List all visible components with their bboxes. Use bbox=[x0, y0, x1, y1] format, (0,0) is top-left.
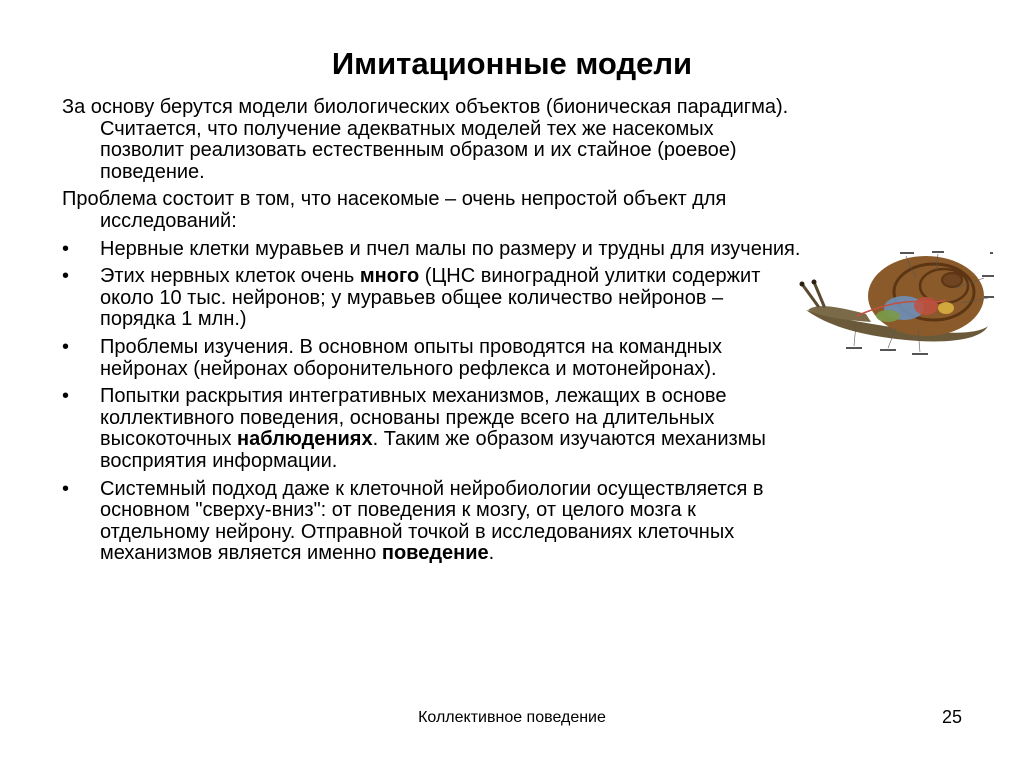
bullet-text bbox=[100, 265, 760, 330]
bullet-item-top-down bbox=[62, 479, 802, 565]
bullet-text-emphasis: наблюдениях bbox=[237, 428, 373, 451]
bullet-marker: • bbox=[62, 385, 70, 408]
bullet-text bbox=[100, 478, 763, 565]
snail-eye bbox=[812, 280, 817, 285]
slide-body bbox=[62, 97, 802, 571]
bullet-marker: • bbox=[62, 477, 70, 500]
problem-paragraph: Проблема состоит в том, что насекомые – очень непростой объект для исследований: bbox=[62, 188, 727, 232]
slide-footer: Коллективное поведение bbox=[418, 709, 606, 726]
bullet-text-part: Этих нервных клеток очень bbox=[100, 265, 360, 288]
bullet-text-emphasis: поведение bbox=[381, 542, 489, 565]
slide-title: Имитационные модели bbox=[331, 46, 693, 81]
snail-eye bbox=[800, 282, 805, 287]
bullet-text: Проблемы изучения. В основном опыты проводятся на командных нейронах (нейронах оборонительного рефлекса и мотонейронах). bbox=[100, 335, 722, 380]
bullet-text-part: Попытки раскрытия интегративных механизмов, лежащих в основе коллективного поведения, основаны прежде всего на длительных высокоточных bbox=[100, 385, 727, 451]
bullet-marker: • bbox=[62, 237, 70, 260]
bullet-text-part: . Таким же образом изучаются механизмы восприятия информации. bbox=[100, 428, 766, 472]
bullet-text-part: Системный подход даже к клеточной нейробиологии осуществляется в основном "сверху-вниз": от поведения к мозгу, от целого мозга к отдельному нейрону. Отправной точкой в исследованиях клеточных механизмов является именно bbox=[100, 477, 764, 565]
bullet-text-emphasis: много bbox=[359, 265, 420, 288]
intro-paragraph: За основу берутся модели биологических объектов (бионическая парадигма). Считается, что получение адекватных моделей тех же насекомых позволит реализовать естественным образом и их стайное (роевое) поведение. bbox=[62, 96, 789, 183]
bullet-text-part: . bbox=[488, 542, 495, 565]
bullet-text: Нервные клетки муравьев и пчел малы по размеру и трудны для изучения. bbox=[100, 237, 801, 260]
snail-organ bbox=[938, 302, 954, 314]
snail-organ bbox=[876, 310, 900, 322]
page-number: 25 bbox=[941, 707, 962, 727]
bullet-item-observations bbox=[62, 386, 802, 472]
bullet-text bbox=[100, 385, 766, 472]
bullet-item-study-problems bbox=[62, 337, 802, 380]
snail-shell-apex bbox=[942, 273, 962, 287]
snail-organ bbox=[914, 297, 938, 315]
bullet-marker: • bbox=[62, 265, 70, 288]
bullet-item-many-cells bbox=[62, 266, 802, 331]
bullet-marker: • bbox=[62, 335, 70, 358]
bullet-text-part: (ЦНС виноградной улитки содержит около 10 тыс. нейронов; у муравьев общее количество нейронов – порядка 1 млн.) bbox=[100, 265, 761, 331]
bullet-item-small-cells bbox=[62, 239, 802, 261]
snail-anatomy-illustration bbox=[796, 248, 996, 363]
